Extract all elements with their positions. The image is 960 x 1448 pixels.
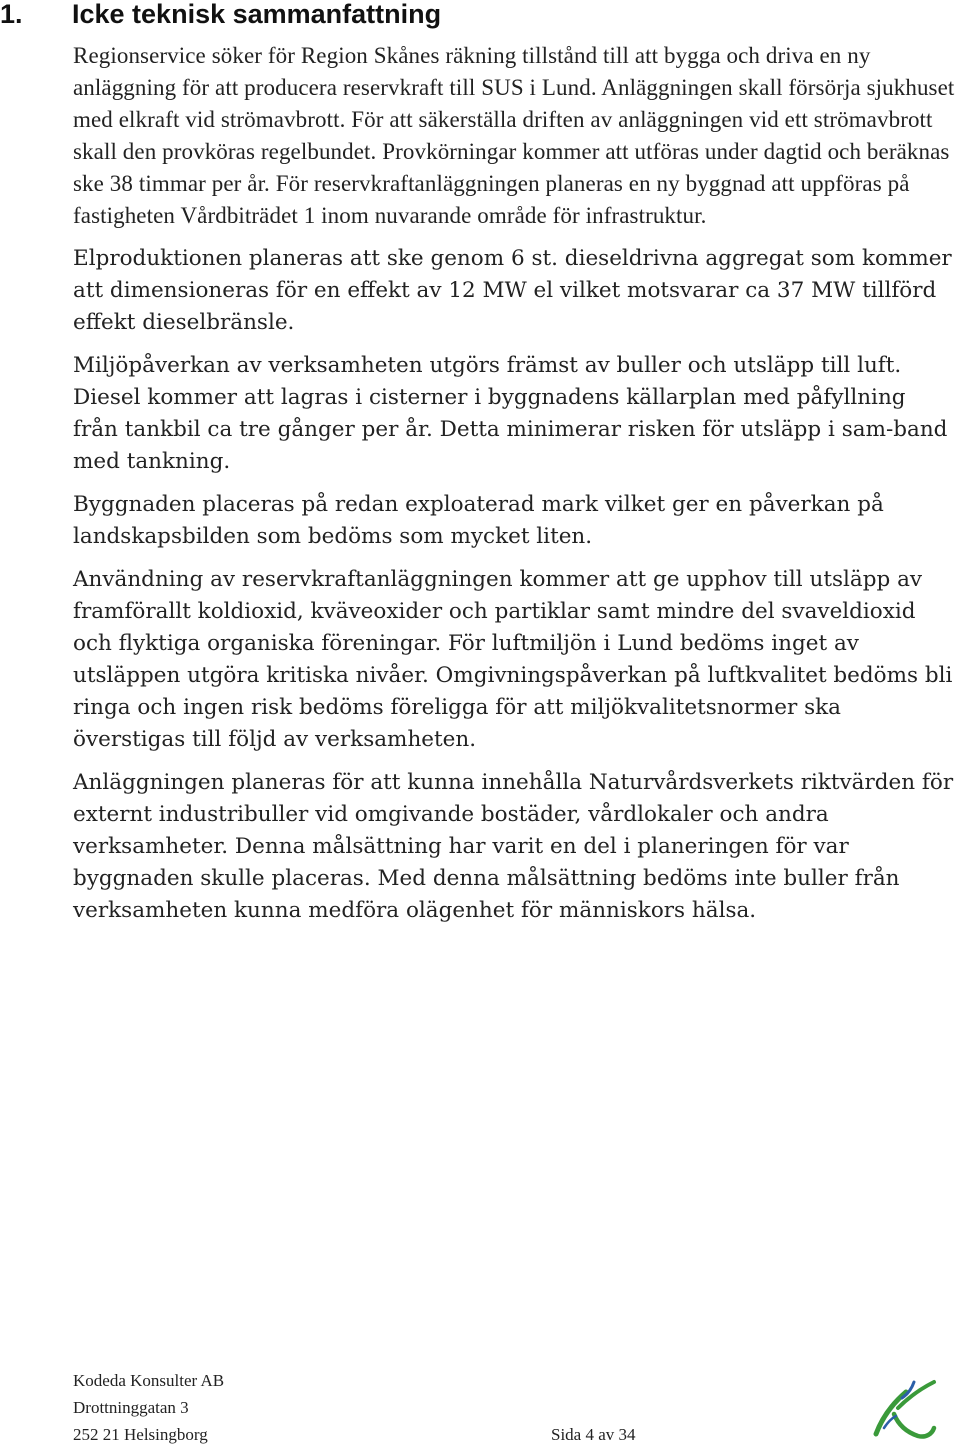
kodeda-logo-icon [872, 1378, 938, 1440]
footer-street: Drottninggatan 3 [73, 1398, 189, 1417]
section-number: 1. [0, 0, 23, 29]
section-title: Icke teknisk sammanfattning [72, 0, 442, 29]
paragraph-building-placement: Byggnaden placeras på redan exploaterad mark vilket ger en påverkan på landskapsbilden som bedöms som mycket liten. [73, 492, 884, 549]
paragraph-emissions: Användning av reservkraftanläggningen kommer att ge upphov till utsläpp av framförallt koldioxid, kväveoxider och partiklar samt mindre del svaveldioxid och flyktiga organiska föreningar. För luftmiljön i Lund bedöms inget av utsläppen utgöra kritiska nivåer. Omgivningspåverkan på luftkvalitet bedöms bli ringa och ingen risk bedöms föreligga för att miljökvalitetsnormer ska överstigas till följd av verksamheten. [73, 567, 953, 752]
footer-address [73, 1367, 224, 1448]
footer-company: Kodeda Konsulter AB [73, 1371, 225, 1390]
paragraph-electricity-production: Elproduktionen planeras att ske genom 6 st. dieseldrivna aggregat som kommer att dimensioneras för en effekt av 12 MW el vilket motsvarar ca 37 MW tillförd effekt dieselbränsle. [73, 246, 952, 335]
footer-city: 252 21 Helsingborg [73, 1425, 208, 1444]
document-body [73, 40, 957, 938]
paragraph-application: Regionservice söker för Region Skånes räkning tillstånd till att bygga och driva en ny anläggning för att producera reservkraft till SUS i Lund. Anläggningen skall försörja sjukhuset med elkraft vid strömavbrott. För att säkerställa driften av anläggningen vid ett strömavbrott skall den provköras regelbundet. Provkörningar kommer att utföras under dagtid och beräknas ske 38 timmar per år. För reservkraftanläggningen planeras en ny byggnad att uppföras på fastigheten Vårdbiträdet 1 inom nuvarande område för infrastruktur. [73, 43, 955, 228]
paragraph-environmental-impact: Miljöpåverkan av verksamheten utgörs främst av buller och utsläpp till luft. Diesel kommer att lagras i cisterner i byggnadens källarplan med påfyllning från tankbil ca tre gånger per år. Detta minimerar risken för utsläpp i sam-band med tankning. [73, 353, 948, 474]
section-heading [0, 0, 441, 34]
page-number: Sida 4 av 34 [551, 1425, 636, 1444]
paragraph-noise: Anläggningen planeras för att kunna innehålla Naturvårdsverkets riktvärden för externt industribuller vid omgivande bostäder, vårdlokaler och andra verksamheter. Denna målsättning har varit en del i planeringen för var byggnaden skulle placeras. Med denna målsättning bedöms inte buller från verksamheten kunna medföra olägenhet för människors hälsa. [73, 770, 954, 923]
